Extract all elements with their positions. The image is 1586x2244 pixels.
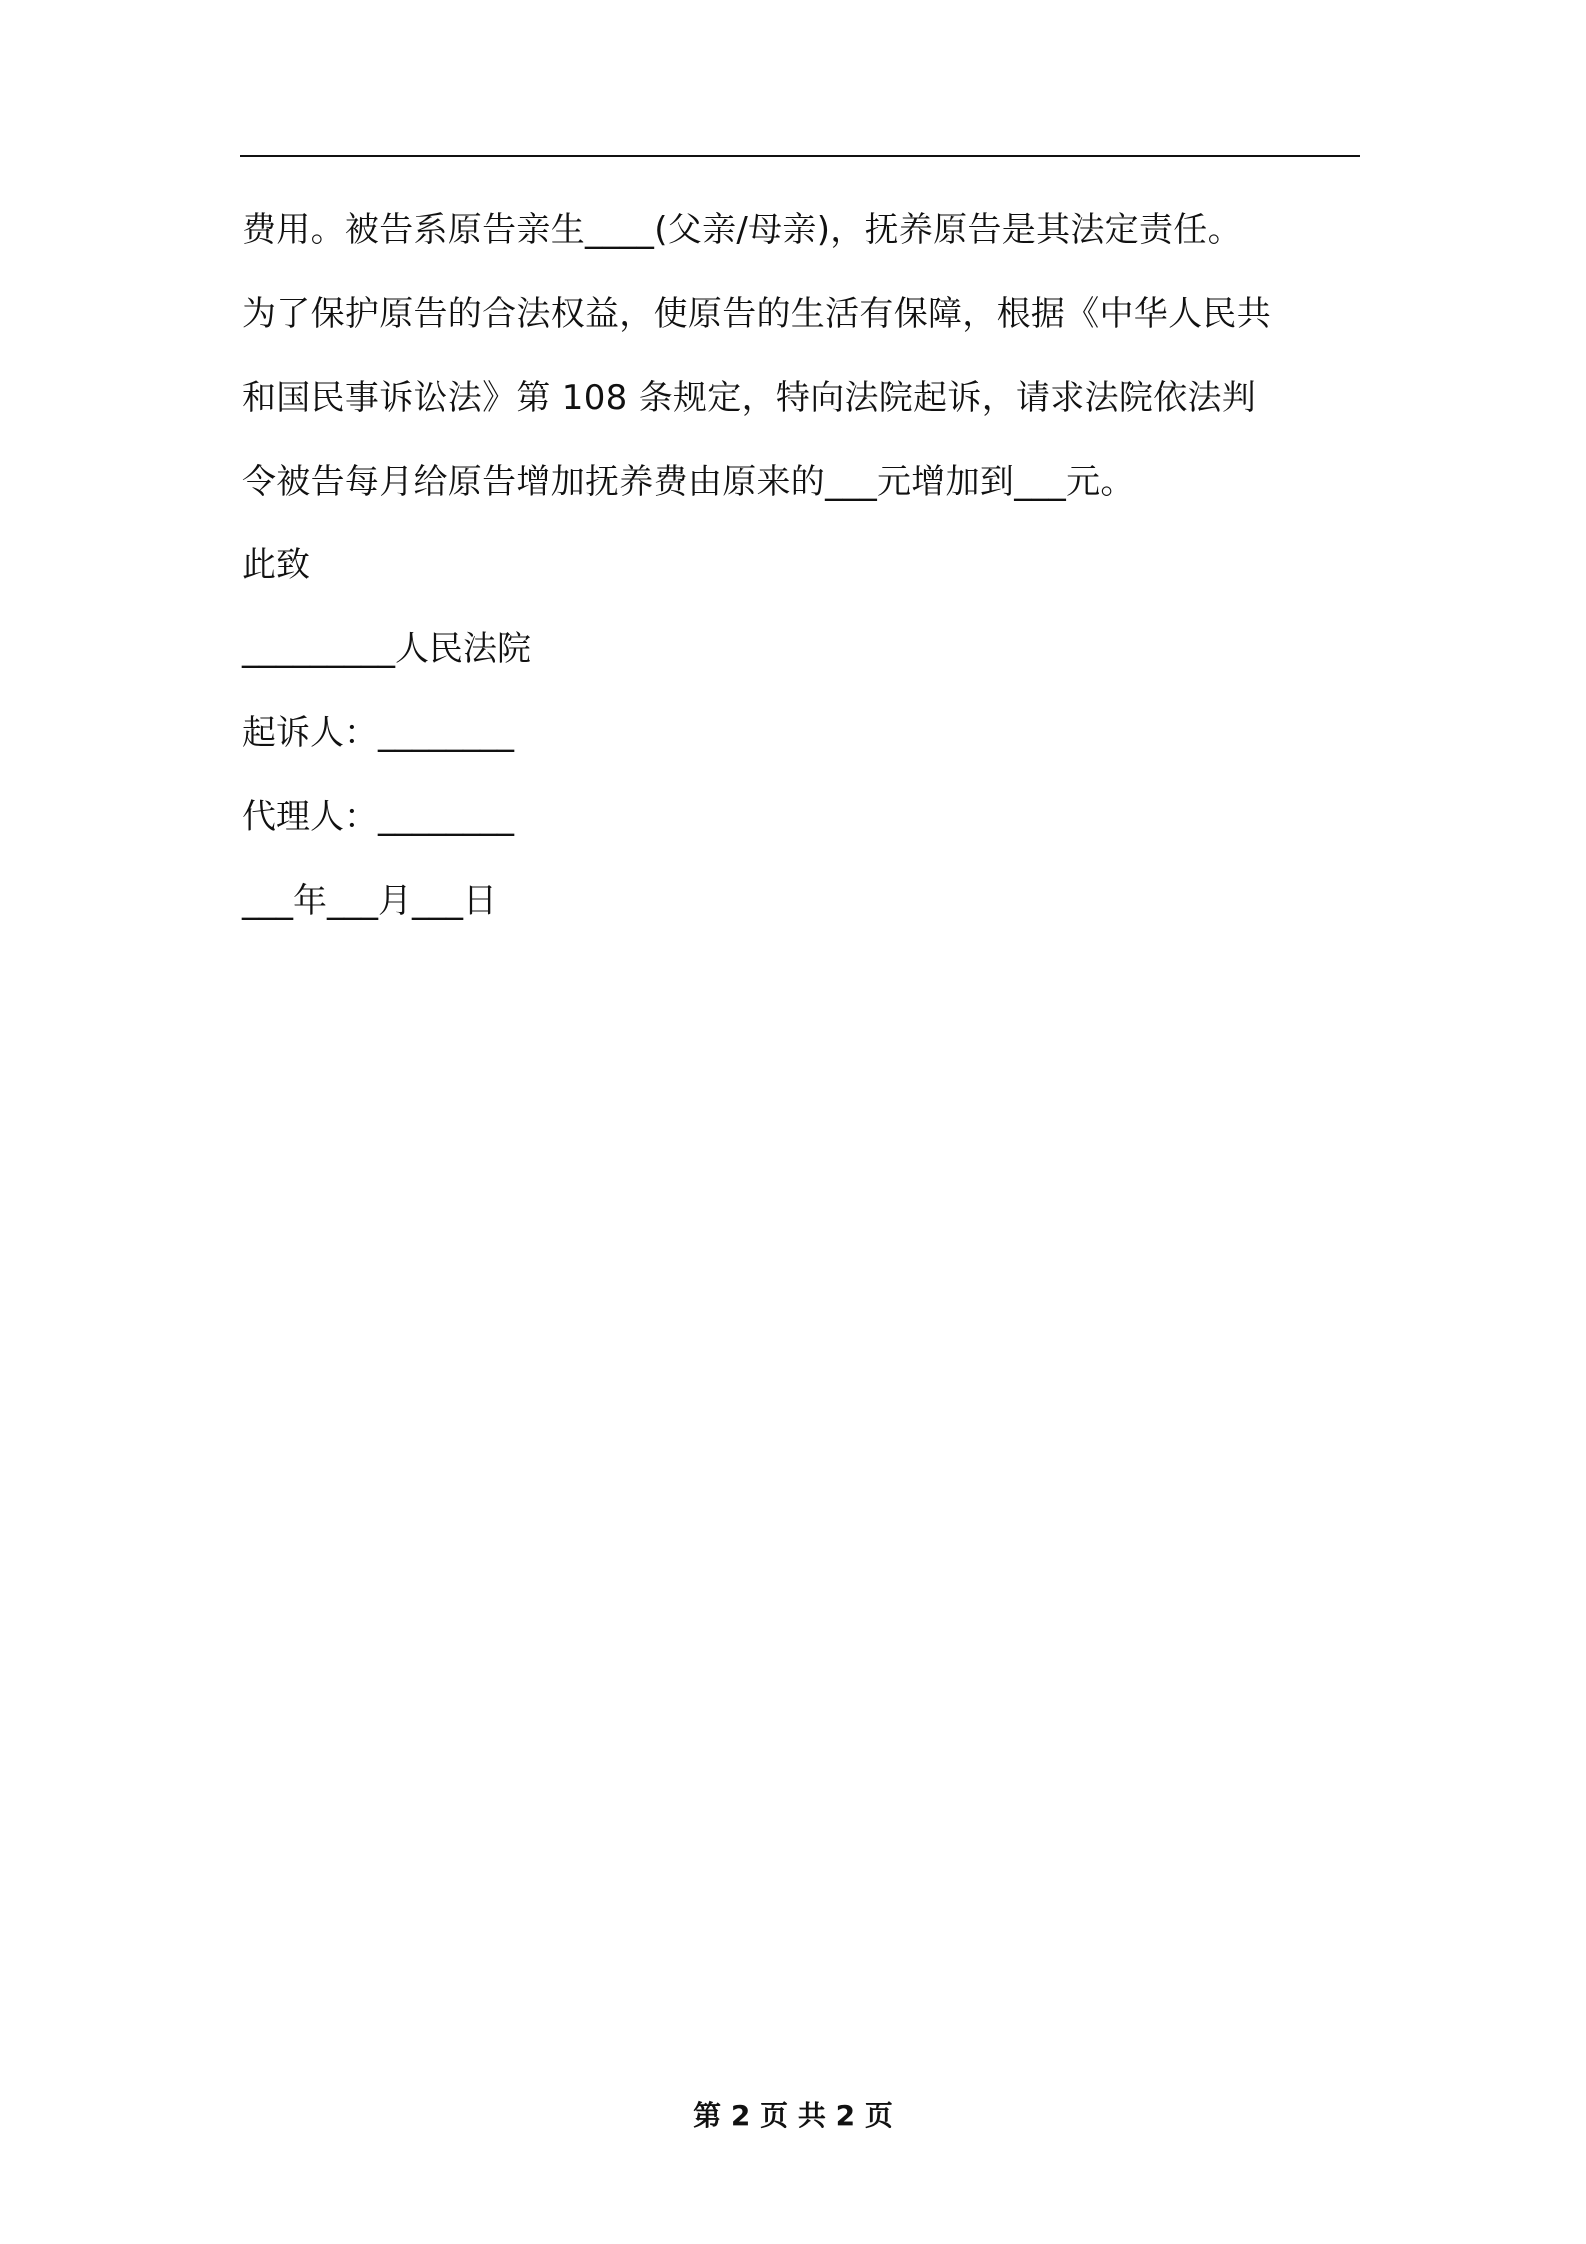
plaintiff-line: 起诉人：________ bbox=[242, 713, 514, 753]
salutation: 此致 bbox=[242, 545, 310, 585]
date-line: ___年___月___日 bbox=[242, 881, 497, 921]
paragraph-line: 和国民事诉讼法》第 108 条规定，特向法院起诉，请求法院依法判 bbox=[242, 378, 1257, 418]
agent-line: 代理人：________ bbox=[242, 797, 514, 837]
paragraph-line: 费用。被告系原告亲生____(父亲/母亲)，抚养原告是其法定责任。 bbox=[242, 210, 1242, 250]
page-footer: 第 2 页 共 2 页 bbox=[693, 2099, 893, 2132]
paragraph-line: 令被告每月给原告增加抚养费由原来的___元增加到___元。 bbox=[242, 462, 1135, 502]
court-line: _________人民法院 bbox=[242, 629, 531, 669]
paragraph-line: 为了保护原告的合法权益，使原告的生活有保障，根据《中华人民共 bbox=[242, 294, 1271, 334]
body-paragraph bbox=[242, 188, 1362, 524]
header-rule bbox=[240, 155, 1360, 157]
